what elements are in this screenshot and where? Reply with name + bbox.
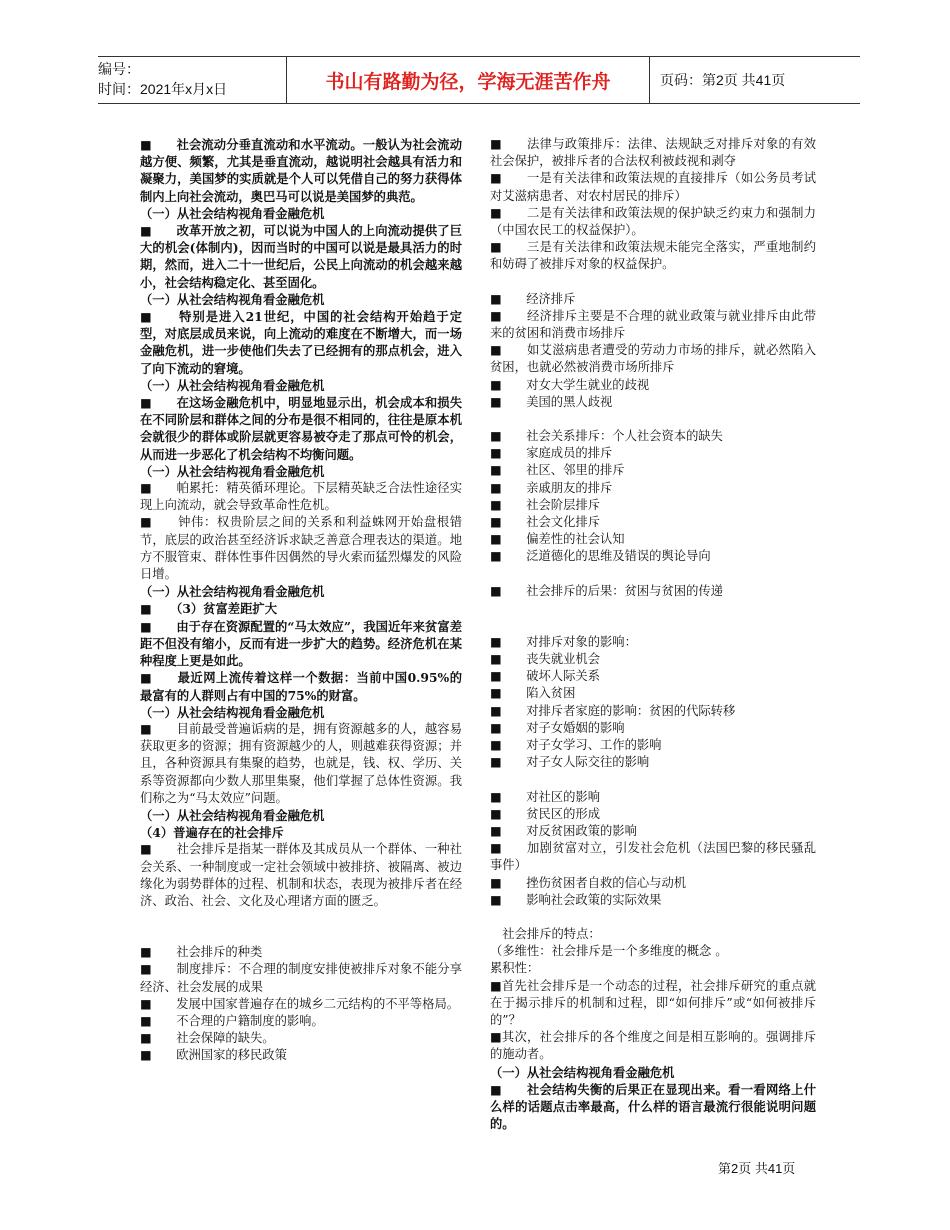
paragraph: ■ 社会关系排斥：个人社会资本的缺失 [490, 429, 723, 444]
paragraph: （一）从社会结构视角看金融危机 [140, 807, 325, 823]
paragraph: ■首先社会排斥是一个动态的过程，社会排斥研究的重点就在于揭示排斥的机制和过程，即“如何排斥”或“如何被排斥的”？ [490, 978, 816, 1027]
paragraph: （多维性：社会排斥是一个多维度的概念 。 [490, 944, 728, 959]
paragraph: ■其次，社会排斥的各个维度之间是相互影响的。强调排斥的施动者。 [490, 1030, 816, 1062]
paragraph: ■ 改革开放之初，可以说为中国人的上向流动提供了巨大的机会(体制内)，因而当时的中国可以说是最具活力的时期，然而，进入二十一世纪后，公民上向流动的机会越来越小，社会结构稳定化、甚至固化。 [140, 223, 462, 290]
left-column [140, 136, 462, 1065]
paragraph: ■ 最近网上流传着这样一个数据：当前中国0.95%的最富有的人群则占有中国的75%的财富。 [140, 670, 462, 703]
paragraph: ■ 陷入贫困 [490, 686, 576, 701]
paragraph: （一）从社会结构视角看金融危机 [140, 704, 325, 720]
paragraph: ■ 偏差性的社会认知 [490, 532, 625, 547]
paragraph: ■ 对女大学生就业的歧视 [490, 377, 650, 392]
right-column [490, 136, 816, 1132]
paragraph: ■ 如艾滋病患者遭受的劳动力市场的排斥，就必然陷入贫困，也就必然被消费市场所排斥 [490, 343, 816, 375]
paragraph: （一）从社会结构视角看金融危机 [490, 1064, 675, 1080]
paragraph-spacer [490, 411, 816, 428]
paragraph: ■ 发展中国家普遍存在的城乡二元结构的不平等格局。 [140, 996, 460, 1011]
paragraph: ■ 对反贫困政策的影响 [490, 823, 637, 838]
paragraph-spacer [490, 772, 816, 789]
paragraph-spacer [490, 909, 816, 926]
paragraph: ■ 钟伟：权贵阶层之间的关系和利益蛛网开始盘根错节，底层的政治甚至经济诉求缺乏善意合理表达的渠道。地方不服管束、群体性事件因偶然的导火索而猛烈爆发的风险日增。 [140, 515, 462, 582]
paragraph: ■ 对子女人际交往的影响 [490, 755, 650, 770]
paragraph: ■ 欧洲国家的移民政策 [140, 1048, 287, 1063]
number-label: 编号： [98, 61, 140, 77]
footer-page-label: 第2页 共41页 [718, 1161, 796, 1176]
paragraph: ■ 社会阶层排斥 [490, 497, 600, 512]
paragraph: ■ 社会排斥的后果：贫困与贫困的传递 [490, 583, 723, 598]
paragraph: ■ 对排斥者家庭的影响：贫困的代际转移 [490, 703, 736, 718]
header-motto: 书山有路勤为径，学海无涯苦作舟 [286, 57, 650, 103]
paragraph: ■ 社会排斥是指某一群体及其成员从一个群体、一种社会关系、一种制度或一定社会领域中被排挤、被隔离、被边缘化为弱势群体的过程、机制和状态，表现为被排斥者在经济、政治、社会、文化及心理诸方面的匮乏。 [140, 842, 462, 908]
paragraph: ■ 对排斥对象的影响： [490, 634, 637, 649]
paragraph: ■ （3）贫富差距扩大 [140, 601, 277, 617]
paragraph: ■ 在这场金融危机中，明显地显示出，机会成本和损失在不同阶层和群体之间的分布是很不相同的，往往是原本机会就很少的群体或阶层就更容易被夺走了那点可怜的机会，从而进一步恶化了机会结构不均衡问题。 [140, 395, 462, 462]
paragraph: ■ 帕累托：精英循环理论。下层精英缺乏合法性途径实现上向流动，就会导致革命性危机。 [140, 481, 462, 513]
paragraph: （4）普遍存在的社会排斥 [140, 825, 284, 841]
paragraph: ■ 经济排斥 [490, 291, 576, 306]
paragraph: ■ 不合理的户籍制度的影响。 [140, 1013, 324, 1028]
page-header [98, 56, 860, 104]
paragraph: ■ 社会保障的缺失。 [140, 1031, 275, 1046]
paragraph: ■ 社区、邻里的排斥 [490, 463, 625, 478]
paragraph: ■ 破坏人际关系 [490, 669, 600, 684]
paragraph: （一）从社会结构视角看金融危机 [140, 584, 325, 600]
paragraph: ■ 三是有关法律和政策法规未能完全落实，严重地制约和妨碍了被排斥对象的权益保护。 [490, 240, 816, 272]
paragraph-spacer [490, 566, 816, 583]
paragraph: ■ 一是有关法律和政策法规的直接排斥（如公务员考试对艾滋病患者、对农村居民的排斥） [490, 171, 816, 203]
paragraph: （一）从社会结构视角看金融危机 [140, 463, 325, 479]
paragraph: ■ 二是有关法律和政策法规的保护缺乏约束力和强制力（中国农民工的权益保护）。 [490, 205, 816, 238]
paragraph: ■ 丧失就业机会 [490, 652, 600, 667]
paragraph: ■ 法律与政策排斥：法律、法规缺乏对排斥对象的有效社会保护，被排斥者的合法权利被歧视和剥夺 [490, 137, 816, 169]
paragraph: ■ 目前最受普遍诟病的是，拥有资源越多的人，越容易获取更多的资源；拥有资源越少的人，则越难获得资源；并且，各种资源具有集聚的趋势，也就是，钱、权、学历、关系等资源都向少数人那里集聚，他们掌握了总体性资源。我们称之为“马太效应”问题。 [140, 721, 462, 805]
paragraph: （一）从社会结构视角看金融危机 [140, 377, 325, 393]
paragraph: ■ 挫伤贫困者自救的信心与动机 [490, 875, 687, 890]
time-label: 时间：2021年x月x日 [98, 81, 228, 97]
paragraph: ■ 制度排斥：不合理的制度安排使被排斥对象不能分享经济、社会发展的成果 [140, 962, 462, 994]
paragraph: ■ 加剧贫富对立，引发社会危机（法国巴黎的移民骚乱事件） [490, 841, 816, 873]
paragraph: ■ 经济排斥主要是不合理的就业政策与就业排斥由此带来的贫困和消费市场排斥 [490, 308, 816, 341]
paragraph: ■ 贫民区的形成 [490, 806, 600, 821]
paragraph: ■ 亲戚朋友的排斥 [490, 480, 613, 495]
paragraph: ■ 社会流动分垂直流动和水平流动。一般认为社会流动越方便、频繁，尤其是垂直流动，越说明社会越具有活力和凝聚力，美国梦的实质就是个人可以凭借自己的努力获得体制内上向社会流动，奥巴马可以说是美国梦的典范。 [140, 137, 462, 204]
paragraph: 社会排斥的特点： [490, 926, 601, 941]
paragraph: ■ 特别是进入21世纪，中国的社会结构开始趋于定型，对底层成员来说，向上流动的难度在不断增大，而一场金融危机，进一步使他们失去了已经拥有的那点机会，进入了向下流动的窘境。 [140, 309, 462, 376]
paragraph: ■ 社会文化排斥 [490, 515, 600, 530]
paragraph: ■ 对子女婚姻的影响 [490, 720, 625, 735]
paragraph-spacer [490, 600, 816, 634]
paragraph: 累积性： [490, 961, 540, 976]
header-page-label: 页码：第2页 共41页 [660, 72, 786, 88]
paragraph: ■ 由于存在资源配置的“马太效应”，我国近年来贫富差距不但没有缩小，反而有进一步扩大的趋势。经济危机在某种程度上更是如此。 [140, 618, 462, 669]
paragraph: （一）从社会结构视角看金融危机 [140, 205, 325, 221]
paragraph: ■ 社会排斥的种类 [140, 945, 263, 960]
paragraph-spacer [140, 910, 462, 944]
paragraph: ■ 美国的黑人歧视 [490, 394, 613, 409]
paragraph: ■ 泛道德化的思维及错误的舆论导向 [490, 549, 711, 564]
header-meta [98, 59, 286, 99]
paragraph: ■ 家庭成员的排斥 [490, 446, 613, 461]
paragraph-spacer [490, 274, 816, 291]
paragraph: ■ 社会结构失衡的后果正在显现出来。看一看网络上什么样的话题点击率最高，什么样的语言最流行很能说明问题的。 [490, 1081, 816, 1132]
paragraph: （一）从社会结构视角看金融危机 [140, 291, 325, 307]
paragraph: ■ 对子女学习、工作的影响 [490, 738, 662, 753]
paragraph: ■ 对社区的影响 [490, 789, 600, 804]
paragraph: ■ 影响社会政策的实际效果 [490, 892, 662, 907]
